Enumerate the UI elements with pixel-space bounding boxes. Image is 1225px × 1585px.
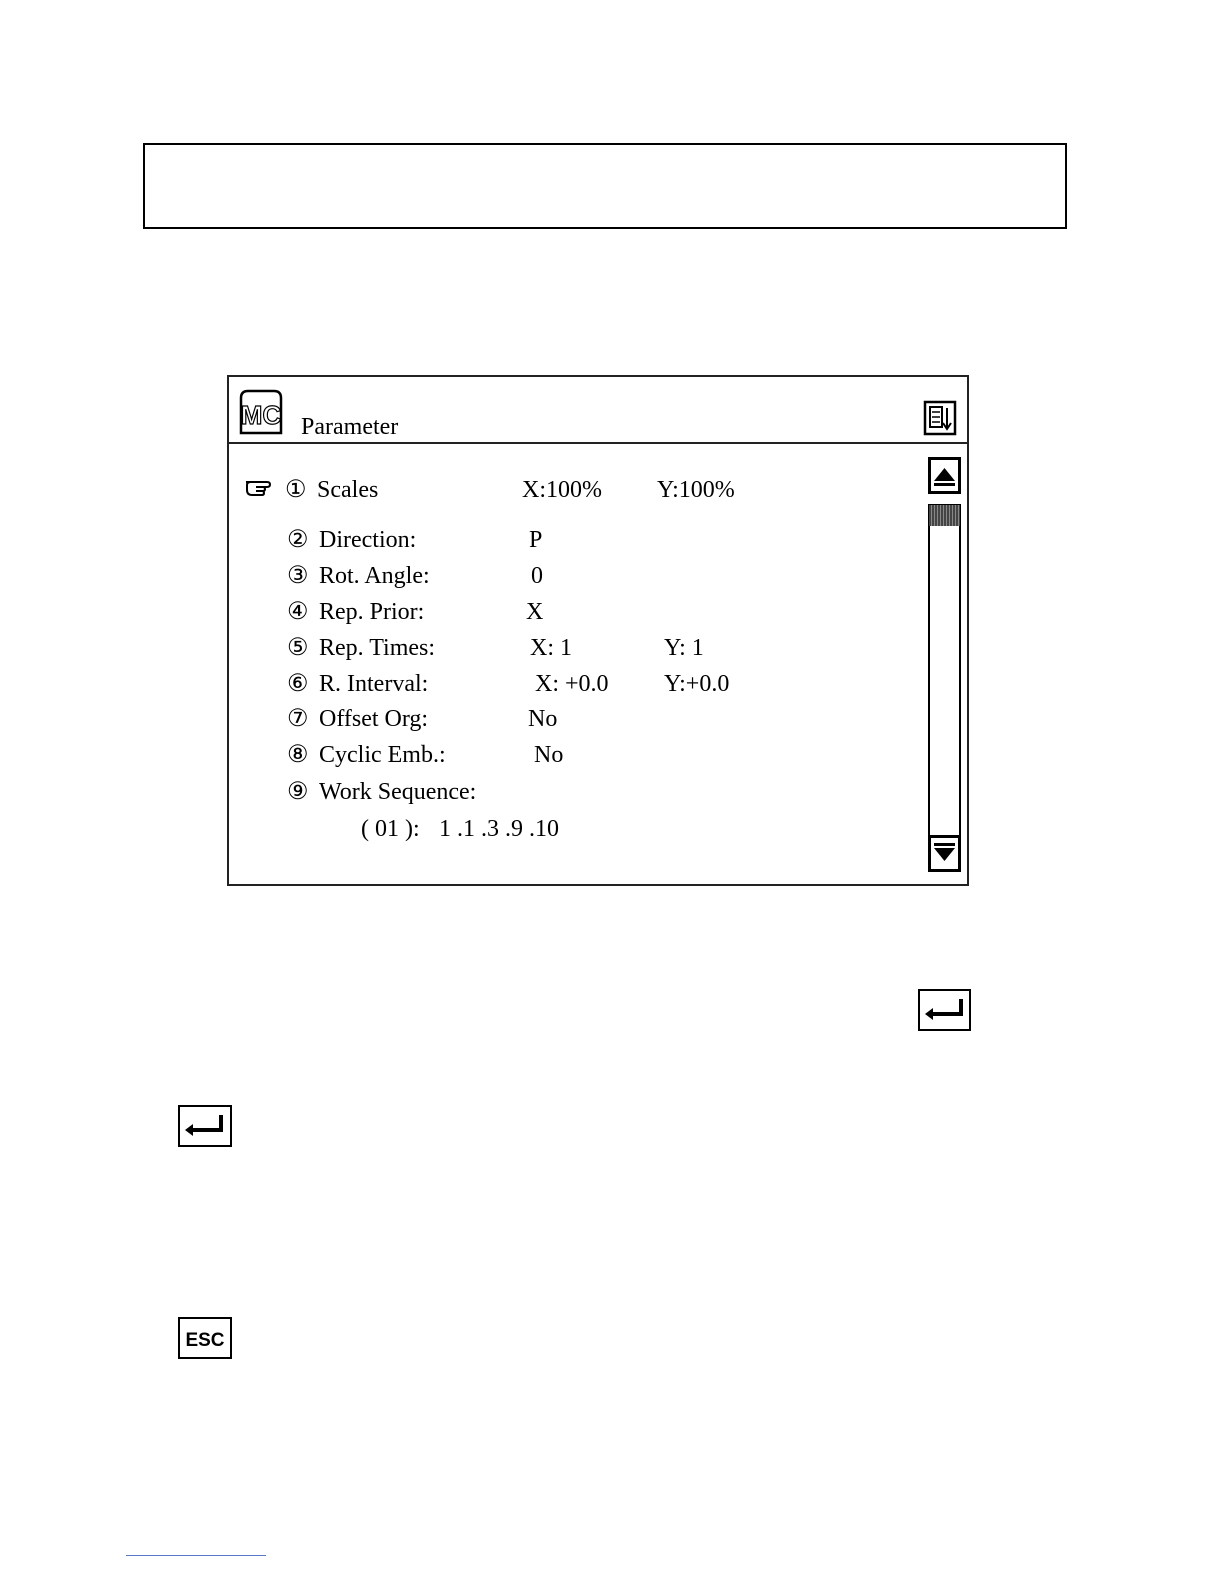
title-bar [229,377,967,444]
scroll-track[interactable] [928,504,961,837]
param-row-rot-angle[interactable] [287,562,430,590]
param-row-work-sequence[interactable] [287,778,476,806]
param-row-rep-times[interactable] [287,634,435,662]
enter-key-icon [178,1105,232,1147]
scroll-down-icon[interactable] [928,835,961,872]
param-row-rep-prior[interactable] [287,598,424,626]
row-number: ⑥ [287,671,309,697]
rep-times-y-value: Y: 1 [664,635,704,661]
scale-y-value: Y:100% [657,477,735,503]
param-row-scales[interactable] [285,476,378,504]
param-row-r-interval[interactable] [287,670,428,698]
footnote-divider [126,1555,266,1556]
row-label: Rot. Angle: [319,563,430,589]
app-logo-icon [238,388,284,436]
row-label: Scales [317,477,379,503]
row-label: Rep. Prior: [319,599,425,625]
pointing-hand-icon [243,474,273,500]
parameter-window [227,375,969,886]
row-number: ⑦ [287,706,309,732]
window-title: Parameter [301,414,399,440]
row-number: ④ [287,599,309,625]
row-label: Direction: [319,527,417,553]
row-number: ⑤ [287,635,309,661]
param-row-direction[interactable] [287,526,416,554]
row-number: ⑧ [287,742,309,768]
direction-value: P [529,527,543,553]
offset-org-value: No [528,706,558,732]
param-row-offset-org[interactable] [287,705,428,733]
esc-key-icon [178,1317,232,1359]
row-label: R. Interval: [319,671,429,697]
row-number: ② [287,527,309,553]
scale-x-value: X:100% [522,477,602,503]
scroll-thumb[interactable] [929,505,960,526]
sequence-index: ( 01 ): [361,816,420,842]
row-label: Cyclic Emb.: [319,742,446,768]
row-label: Work Sequence: [319,779,477,805]
row-label: Rep. Times: [319,635,436,661]
rot-angle-value: 0 [531,563,543,589]
row-number: ⑨ [287,779,309,805]
cyclic-emb-value: No [534,742,564,768]
row-number: ① [285,477,307,503]
r-interval-x-value: X: +0.0 [535,671,609,697]
row-number: ③ [287,563,309,589]
top-caption-box [143,143,1067,229]
row-label: Offset Org: [319,706,429,732]
param-row-cyclic-emb[interactable] [287,741,446,769]
rep-prior-value: X [526,599,544,625]
r-interval-y-value: Y:+0.0 [664,671,730,697]
rep-times-x-value: X: 1 [530,635,572,661]
enter-key-icon [918,989,971,1031]
menu-icon[interactable] [923,400,957,436]
app-logo-text: MC [240,400,282,430]
scroll-up-icon[interactable] [928,457,961,494]
sequence-values: 1 .1 .3 .9 .10 [439,816,559,842]
esc-key-label: ESC [185,1330,225,1351]
vertical-scrollbar[interactable] [928,457,961,872]
